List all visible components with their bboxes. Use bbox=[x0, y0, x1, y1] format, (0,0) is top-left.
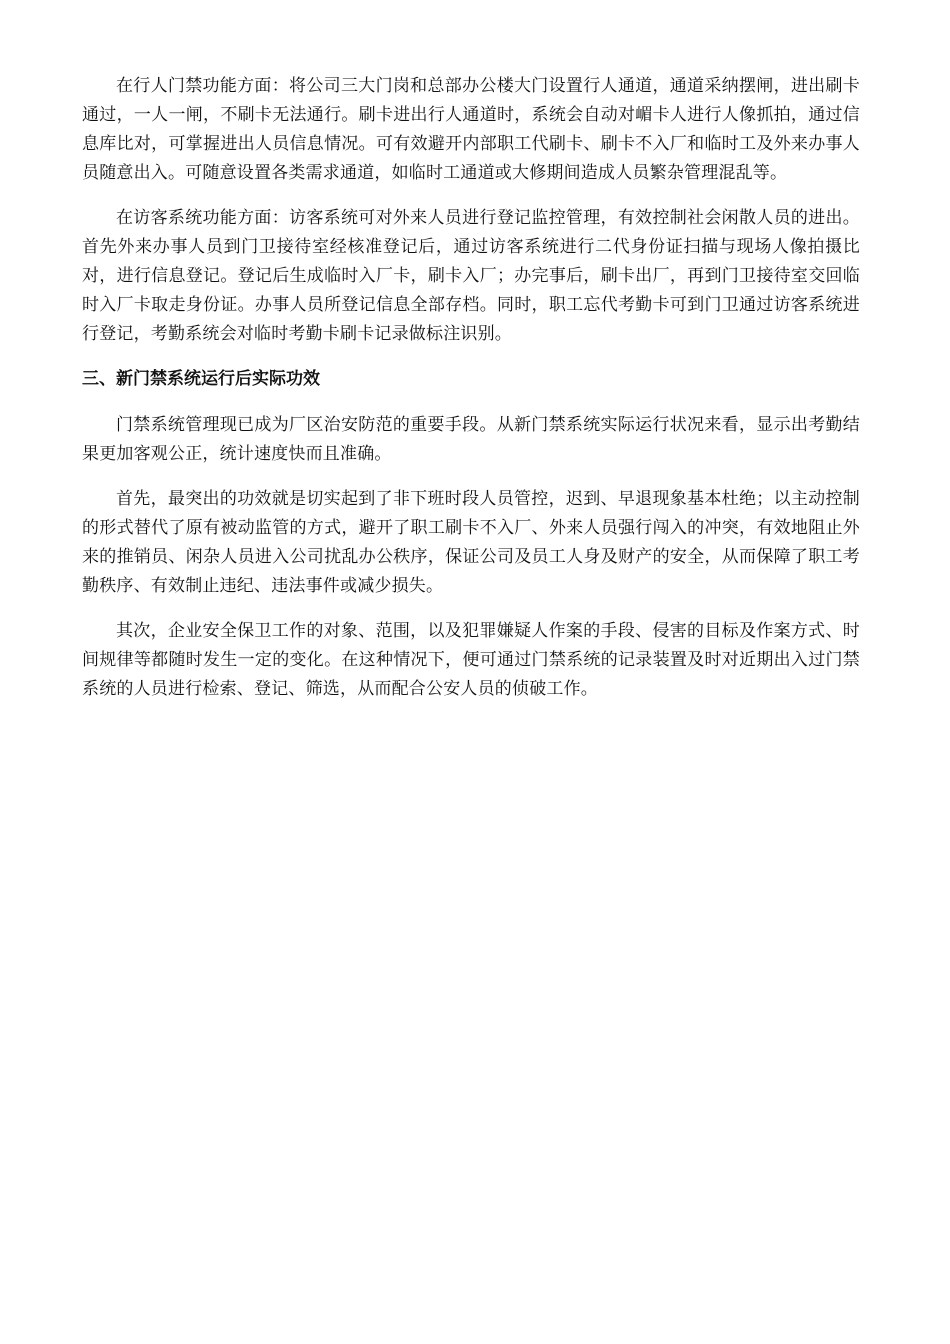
section-heading: 三、新门禁系统运行后实际功效 bbox=[82, 369, 320, 389]
paragraph-effect-summary: 门禁系统管理现已成为厂区治安防范的重要手段。从新门禁系统实际运行状况来看，显示出考勤结果更加客观公正，统计速度快而且准确。 bbox=[82, 415, 860, 464]
paragraph-effect-second: 其次，企业安全保卫工作的对象、范围，以及犯罪嫌疑人作案的手段、侵害的目标及作案方式、时间规律等都随时发生一定的变化。在这种情况下，便可通过门禁系统的记录装置及时对近期出入过门禁系统的人员进行检索、登记、筛选，从而配合公安人员的侦破工作。 bbox=[82, 621, 860, 699]
paragraph-visitor-system: 在访客系统功能方面：访客系统可对外来人员进行登记监控管理，有效控制社会闲散人员的进出。首先外来办事人员到门卫接待室经核准登记后，通过访客系统进行二代身份证扫描与现场人像拍摄比对，进行信息登记。登记后生成临时入厂卡，刷卡入厂；办完事后，刷卡出厂，再到门卫接待室交回临时入厂卡取走身份证。办事人员所登记信息全部存档。同时，职工忘代考勤卡可到门卫通过访客系统进行登记，考勤系统会对临时考勤卡刷卡记录做标注识别。 bbox=[82, 208, 860, 344]
paragraph-effect-first: 首先，最突出的功效就是切实起到了非下班时段人员管控，迟到、早退现象基本杜绝；以主动控制的形式替代了原有被动监管的方式，避开了职工刷卡不入厂、外来人员强行闯入的冲突，有效地阻止外来的推销员、闲杂人员进入公司扰乱办公秩序，保证公司及员工人身及财产的安全，从而保障了职工考勤秩序、有效制止违纪、违法事件或减少损失。 bbox=[82, 489, 860, 596]
document-page bbox=[82, 72, 860, 720]
paragraph-pedestrian-access: 在行人门禁功能方面：将公司三大门岗和总部办公楼大门设置行人通道，通道采纳摆闸，进出刷卡通过，一人一闸，不刷卡无法通行。刷卡进出行人通道时，系统会自动对嵋卡人进行人像抓拍，通过信息库比对，可掌握进出人员信息情况。可有效避开内部职工代刷卡、刷卡不入厂和临时工及外来办事人员随意出入。可随意设置各类需求通道，如临时工通道或大修期间造成人员繁杂管理混乱等。 bbox=[82, 76, 860, 183]
